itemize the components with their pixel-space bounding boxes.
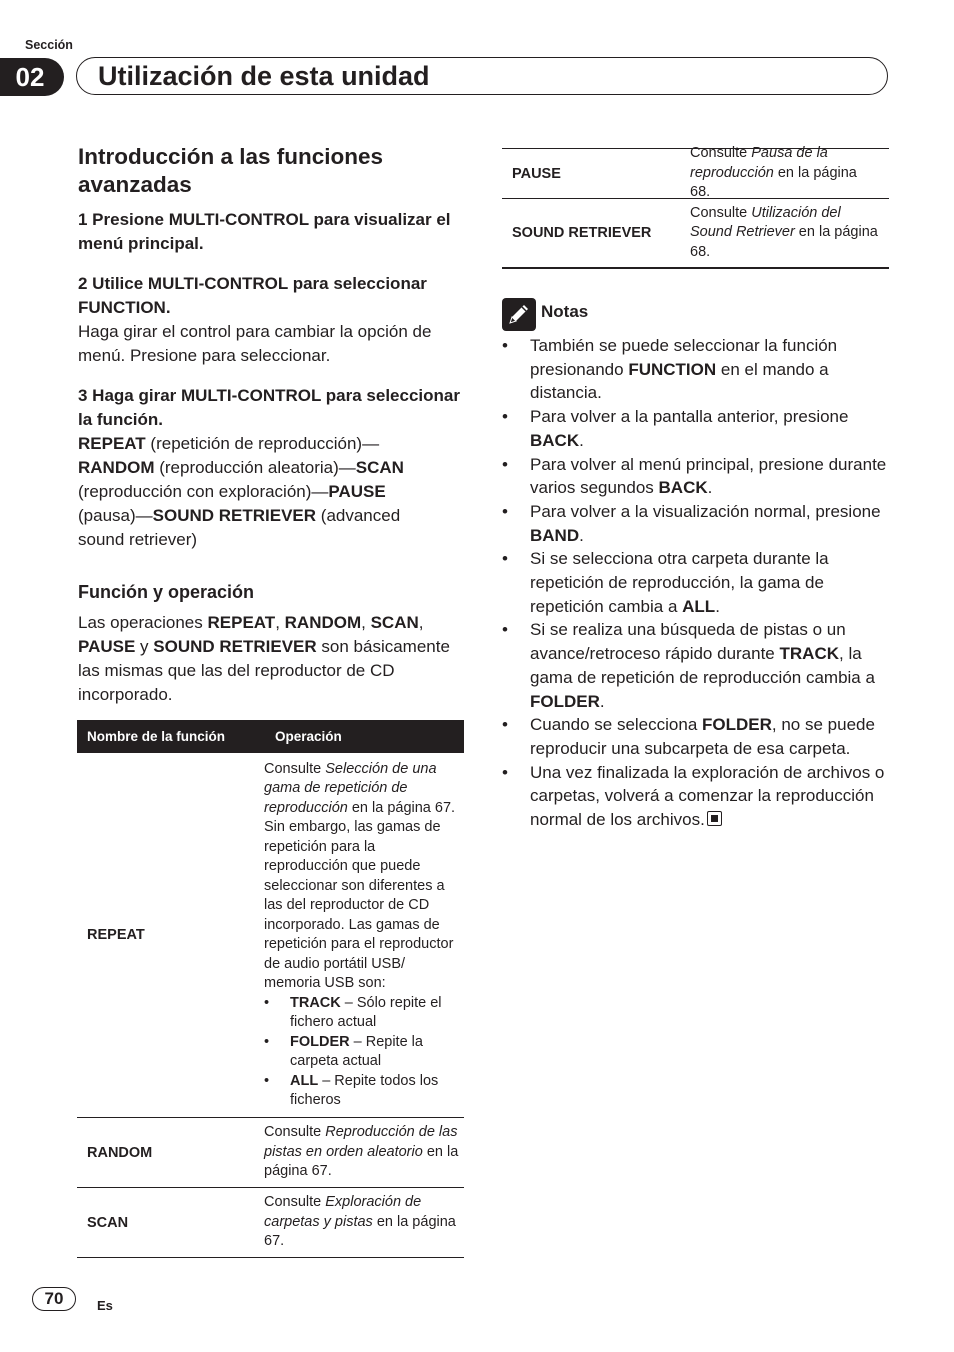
language-code: Es <box>97 1298 113 1313</box>
function-text: Las operaciones REPEAT, RANDOM, SCAN, PAUSE y SOUND RETRIEVER son básicamente las mismas que las del reproductor de CD incorporado. <box>78 613 450 704</box>
list-item: • Para volver a la visualización normal, presione BAND. <box>502 501 881 545</box>
row-name: RANDOM <box>87 1144 153 1161</box>
row-operation: Consulte Utilización del Sound Retriever en la página 68. <box>690 204 878 260</box>
row-name: REPEAT <box>87 927 145 943</box>
row-name: SCAN <box>87 1214 129 1231</box>
list-item: • Si se realiza una búsqueda de pistas o un avance/retroceso rápido durante TRACK, la gama de repetición de reproducción cambia a FOLDER. <box>502 620 875 711</box>
step-2-text: Haga girar el control para cambiar la opción de menú. Presione para seleccionar. <box>78 322 432 365</box>
step-3-text: REPEAT (repetición de reproducción)—RANDOM (reproducción aleatoria)—SCAN (reproducción con exploración)—PAUSE (pausa)—SOUND RETRIEVER (advanced sound retriever) <box>78 434 404 549</box>
table-row-scan <box>77 1188 464 1258</box>
list-item: • Si se selecciona otra carpeta durante la repetición de reproducción, la gama de repetición cambia a ALL. <box>502 549 829 616</box>
intro-heading: Introducción a las funciones avanzadas <box>78 144 384 197</box>
table-row-repeat <box>77 753 464 1118</box>
row-name: PAUSE <box>512 165 561 182</box>
page-number: 70 <box>32 1287 76 1311</box>
end-mark-icon <box>707 811 722 826</box>
list-item: • Cuando se selecciona FOLDER, no se puede reproducir una subcarpeta de esa carpeta. <box>502 715 875 758</box>
list-item: • Para volver a la pantalla anterior, presione BACK. <box>502 407 849 450</box>
function-table-continued <box>502 145 889 269</box>
table-row-random <box>77 1118 464 1188</box>
section-label: Sección <box>25 38 73 52</box>
col-header-operation: Operación <box>275 729 342 744</box>
step-1-title: 1 Presione MULTI-CONTROL para visualizar el menú principal. <box>78 210 451 253</box>
section-number-badge: 02 <box>0 58 64 96</box>
list-item: • También se puede seleccionar la función presionando FUNCTION en el mando a distancia. <box>502 336 838 403</box>
step-2-title: 2 Utilice MULTI-CONTROL para seleccionar FUNCTION. <box>78 274 427 317</box>
list-item: • TRACK – Sólo repite el fichero actual <box>264 994 442 1030</box>
table-row-sound-retriever <box>502 199 889 269</box>
row-operation: Consulte Selección de una gama de repetición de reproducción en la página 67. Sin embargo, las gamas de repetición para la reproducción que puede seleccionar son diferentes a las del reproductor de CD incorporado. Las gamas de repetición para el reproductor de audio portátil USB/ memoria USB son: • TRACK – Sólo repite el fichero actual • FOLDER – Repite la carpeta actual • ALL – Repite todos los ficheros <box>256 760 462 1111</box>
list-item: • ALL – Repite todos los ficheros <box>264 1072 439 1108</box>
row-operation: Consulte Exploración de carpetas y pistas en la página 67. <box>264 1194 456 1250</box>
table-row-pause <box>502 145 889 201</box>
pencil-icon <box>502 298 536 331</box>
list-item: • Una vez finalizada la exploración de archivos o carpetas, volverá a comenzar la reproducción normal de los archivos. <box>502 762 885 830</box>
list-item: • FOLDER – Repite la carpeta actual <box>264 1033 423 1069</box>
page-title: Utilización de esta unidad <box>98 61 430 91</box>
function-table <box>77 720 464 1258</box>
list-item: • Para volver al menú principal, presione durante varios segundos BACK. <box>502 454 887 498</box>
function-heading: Función y operación <box>78 582 255 602</box>
row-name: SOUND RETRIEVER <box>512 225 652 241</box>
row-operation: Consulte Pausa de la reproducción en la página 68. <box>690 145 857 201</box>
notes-label: Notas <box>541 302 589 321</box>
row-operation: Consulte Reproducción de las pistas en orden aleatorio en la página 67. <box>264 1124 459 1180</box>
table-header <box>77 720 464 753</box>
step-3-title: 3 Haga girar MULTI-CONTROL para seleccionar la función. <box>78 386 460 429</box>
col-header-name: Nombre de la función <box>87 729 226 744</box>
notes-list <box>500 334 892 832</box>
